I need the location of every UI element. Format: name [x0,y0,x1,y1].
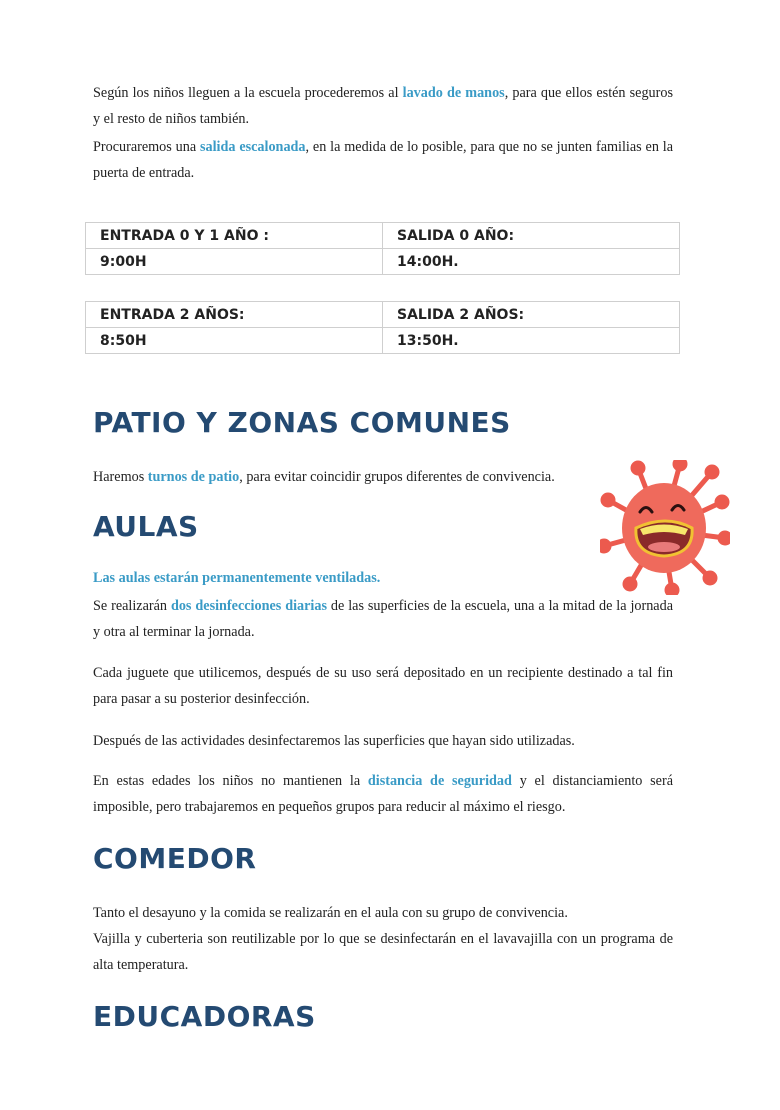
intro-paragraph-handwashing: Según los niños lleguen a la escuela procederemos al lavado de manos, para que ellos estén seguros y el resto de niños también. [93,85,673,127]
heading-educadoras: EDUCADORAS [93,1000,316,1033]
entry-time: 8:50H [86,328,383,354]
highlight-dos-desinfecciones: dos desinfecciones diarias [170,598,327,614]
exit-label: SALIDA 2 AÑOS: [383,302,680,328]
highlight-lavado-de-manos: lavado de manos [402,85,505,101]
exit-time: 13:50H. [383,328,680,354]
entry-time: 9:00H [86,249,383,275]
heading-patio: PATIO Y ZONAS COMUNES [93,406,511,439]
schedule-table-2 [85,301,680,354]
virus-cartoon-icon [600,460,730,595]
highlight-distancia-seguridad: distancia de seguridad [367,773,512,789]
aulas-subtitle: Las aulas estarán permanentemente ventiladas. [93,570,381,586]
exit-label: SALIDA 0 AÑO: [383,223,680,249]
heading-comedor: COMEDOR [93,842,257,875]
table-row [86,249,680,275]
comedor-paragraph-meals: Tanto el desayuno y la comida se realizarán en el aula con su grupo de convivencia. [93,905,568,921]
heading-aulas: AULAS [93,510,199,543]
table-row [86,328,680,354]
aulas-paragraph-toys: Cada juguete que utilicemos, después de su uso será depositado en un recipiente destinado a tal fin para pasar a su posterior desinfección. [93,665,673,707]
entry-label: ENTRADA 2 AÑOS: [86,302,383,328]
aulas-paragraph-surfaces: Después de las actividades desinfectaremos las superficies que hayan sido utilizadas. [93,733,575,749]
schedule-table-0-1 [85,222,680,275]
highlight-turnos-de-patio: turnos de patio [147,469,240,485]
intro-paragraph-exit: Procuraremos una salida escalonada, en la medida de lo posible, para que no se junten familias en la puerta de entrada. [93,139,673,181]
aulas-paragraph-disinfection: Se realizarán dos desinfecciones diarias de las superficies de la escuela, una a la mitad de la jornada y otra al terminar la jornada. [93,598,673,640]
aulas-paragraph-distance: En estas edades los niños no mantienen la distancia de seguridad y el distanciamiento será imposible, pero trabajaremos en pequeños grupos para reducir al máximo el riesgo. [93,773,673,815]
comedor-paragraph-dishes: Vajilla y cuberteria son reutilizable por lo que se desinfectarán en el lavavajilla con un programa de alta temperatura. [93,931,673,973]
highlight-salida-escalonada: salida escalonada [199,139,306,155]
entry-label: ENTRADA 0 Y 1 AÑO : [86,223,383,249]
exit-time: 14:00H. [383,249,680,275]
table-row [86,302,680,328]
table-row [86,223,680,249]
patio-paragraph: Haremos turnos de patio, para evitar coincidir grupos diferentes de convivencia. [93,469,555,485]
